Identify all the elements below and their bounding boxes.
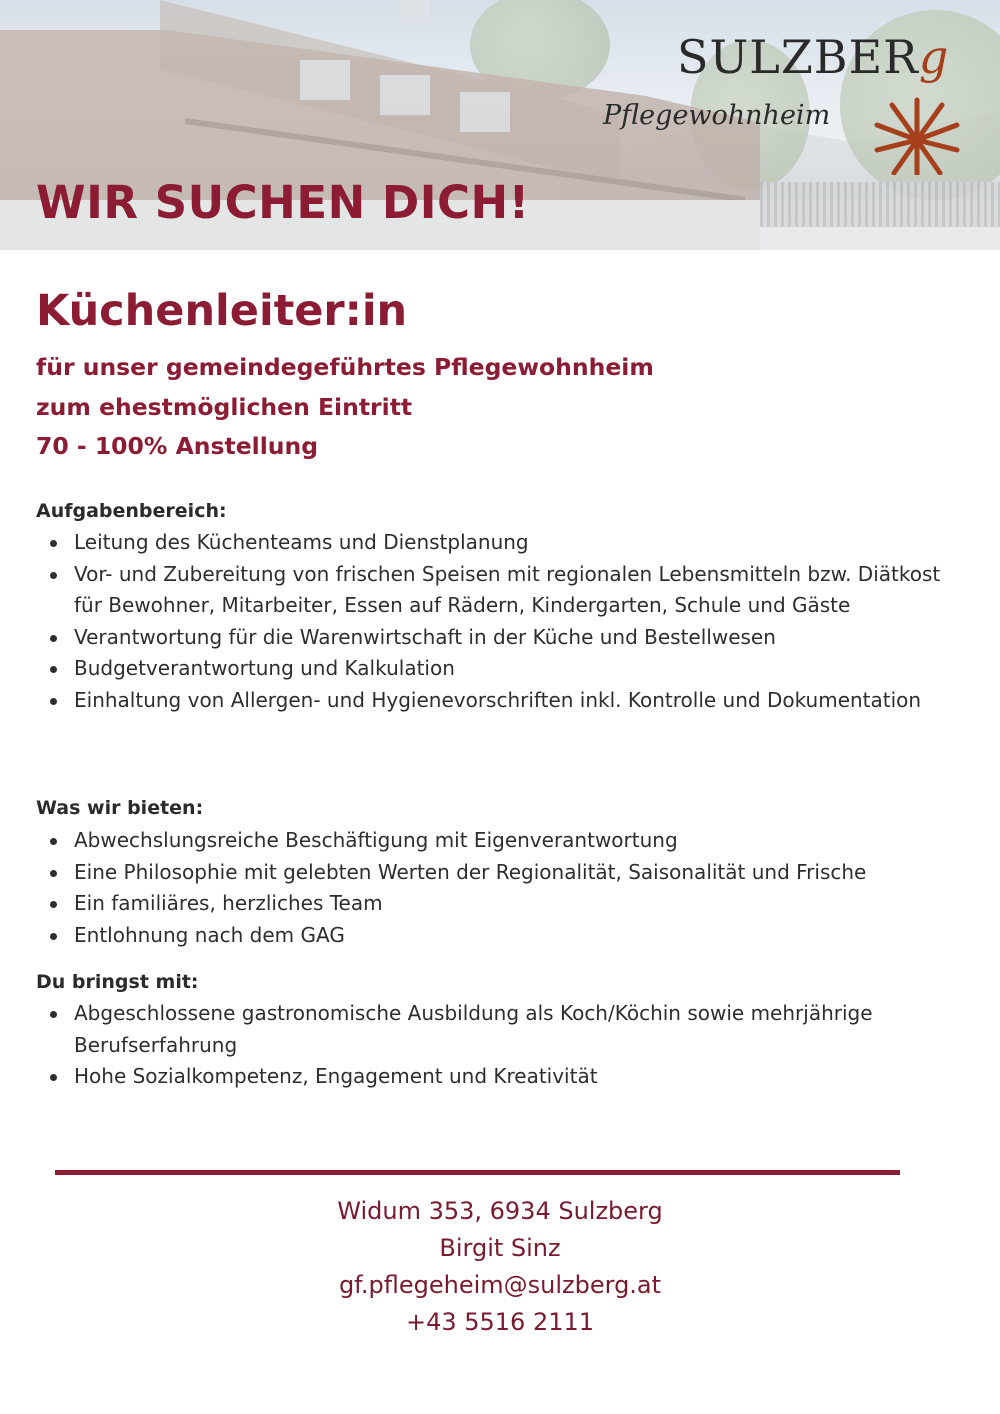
headline: WIR SUCHEN DICH! bbox=[36, 176, 530, 229]
job-title: Küchenleiter:in bbox=[36, 286, 408, 336]
sun-rays-icon bbox=[872, 95, 962, 175]
offer-list bbox=[36, 825, 966, 951]
list-item: Einhaltung von Allergen- und Hygienevorschriften inkl. Kontrolle und Dokumentation bbox=[36, 685, 966, 717]
logo-subtitle: Pflegewohnheim bbox=[603, 100, 831, 131]
list-item: Budgetverantwortung und Kalkulation bbox=[36, 653, 966, 685]
contact-person: Birgit Sinz bbox=[439, 1234, 561, 1262]
tasks-list bbox=[36, 527, 966, 716]
list-item: Entlohnung nach dem GAG bbox=[36, 920, 966, 952]
logo-name-accent: g bbox=[918, 30, 950, 84]
list-item: Ein familiäres, herzliches Team bbox=[36, 888, 966, 920]
job-subtitle-line: zum ehestmöglichen Eintritt bbox=[36, 393, 413, 421]
list-item: Leitung des Küchenteams und Dienstplanung bbox=[36, 527, 966, 559]
list-item: Vor- und Zubereitung von frischen Speisen mit regionalen Lebensmitteln bzw. Diätkost für Bewohner, Mitarbeiter, Essen auf Rädern, Kindergarten, Schule und Gäste bbox=[36, 559, 966, 622]
list-item: Eine Philosophie mit gelebten Werten der Regionalität, Saisonalität und Frische bbox=[36, 857, 966, 889]
list-item: Hohe Sozialkompetenz, Engagement und Kreativität bbox=[36, 1061, 966, 1093]
job-subtitle-line: für unser gemeindegeführtes Pflegewohnheim bbox=[36, 353, 654, 381]
section-heading-tasks: Aufgabenbereich: bbox=[36, 500, 227, 522]
contact-phone[interactable]: +43 5516 2111 bbox=[405, 1308, 595, 1336]
contact-email[interactable]: gf.pflegeheim@sulzberg.at bbox=[338, 1271, 662, 1299]
contact-block bbox=[0, 1193, 1000, 1341]
logo-name-main: SULZBER bbox=[677, 30, 919, 84]
section-heading-offer: Was wir bieten: bbox=[36, 797, 204, 819]
contact-address: Widum 353, 6934 Sulzberg bbox=[337, 1197, 663, 1225]
divider bbox=[55, 1170, 900, 1175]
list-item: Verantwortung für die Warenwirtschaft in der Küche und Bestellwesen bbox=[36, 622, 966, 654]
requirements-list bbox=[36, 998, 966, 1093]
job-subtitle-line: 70 - 100% Anstellung bbox=[36, 432, 319, 460]
list-item: Abgeschlossene gastronomische Ausbildung als Koch/Köchin sowie mehrjährige Berufserfahrung bbox=[36, 998, 966, 1061]
section-heading-requirements: Du bringst mit: bbox=[36, 971, 199, 993]
logo-wordmark bbox=[677, 30, 949, 84]
list-item: Abwechslungsreiche Beschäftigung mit Eigenverantwortung bbox=[36, 825, 966, 857]
